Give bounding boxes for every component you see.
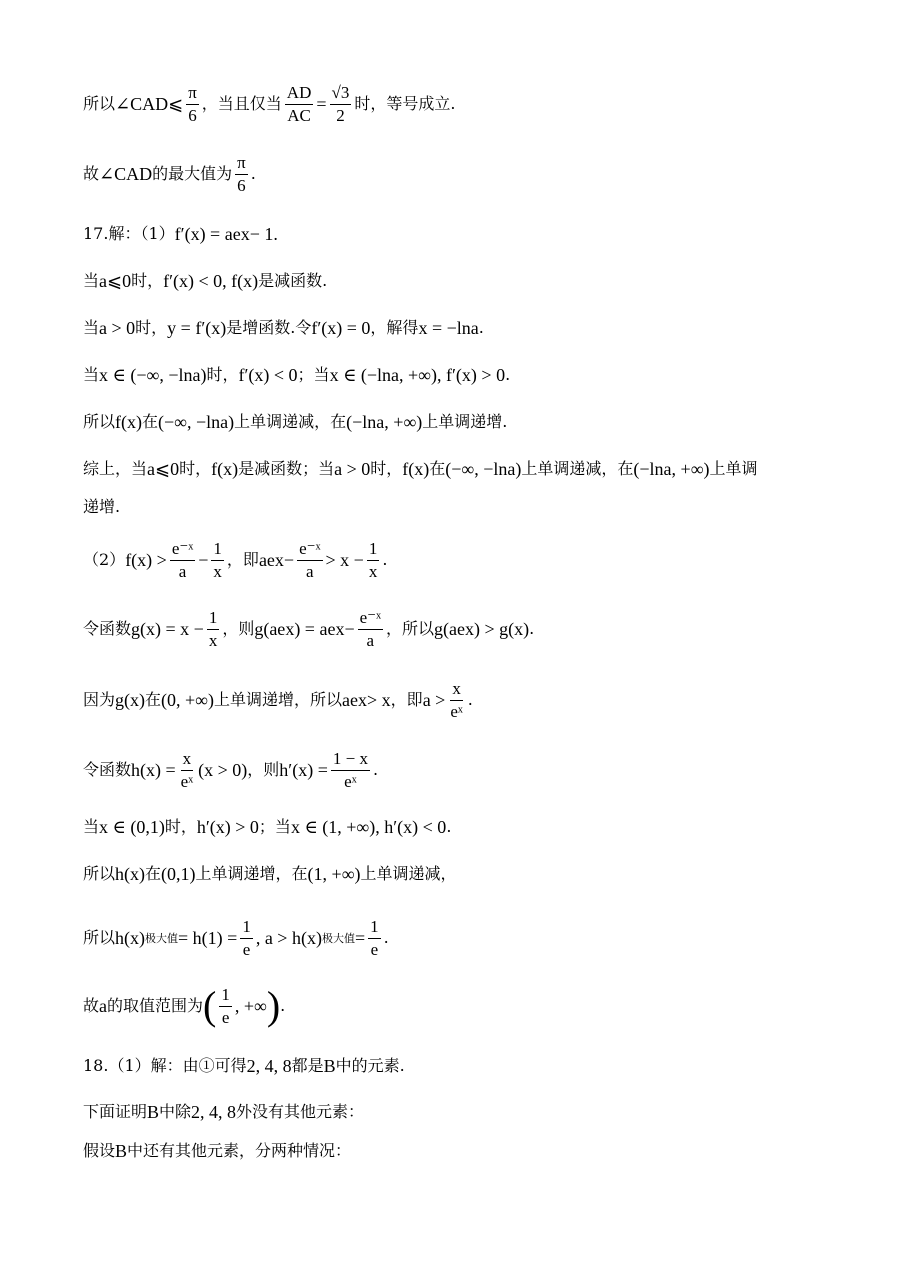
text: 的最大值为: [152, 164, 233, 184]
math: =: [316, 94, 327, 115]
line-define-g: [83, 609, 534, 650]
denominator: a: [366, 630, 375, 650]
subscript: 极大值: [321, 931, 355, 945]
math: h(x): [115, 864, 146, 884]
numerator: 1: [368, 918, 381, 939]
text: 时，等号成立.: [354, 94, 456, 114]
math: y = f′(x): [167, 318, 227, 338]
math: (−lna, +∞): [346, 412, 423, 432]
math: (0,1): [161, 864, 196, 884]
text: .: [505, 365, 511, 384]
text: 时，: [135, 318, 168, 337]
math: (1, +∞): [307, 864, 361, 884]
text: 当: [83, 318, 100, 337]
fraction: [170, 540, 195, 581]
fraction: [358, 609, 383, 650]
line-cad-maximum: [83, 154, 256, 195]
denominator: eˣ: [344, 771, 357, 791]
line-proof-statement: [83, 1103, 364, 1121]
text: .: [372, 760, 379, 780]
math: (−∞, −lna): [158, 412, 235, 432]
line-h-monotonicity: [83, 865, 457, 883]
fraction: [331, 750, 370, 791]
numerator: x: [181, 750, 194, 771]
superscript: x: [335, 619, 345, 640]
text: 在: [145, 864, 162, 883]
math: = h(1) =: [178, 928, 238, 949]
numerator: 1: [207, 609, 220, 630]
math: g(ae: [434, 619, 466, 640]
line-range-of-a: [83, 983, 286, 1029]
text: 是减函数.: [258, 271, 328, 290]
superscript: x: [465, 619, 475, 640]
numerator: 1: [219, 986, 232, 1007]
text: ，则: [222, 619, 255, 639]
text: 上单调递减，: [360, 864, 457, 883]
denominator: 6: [188, 105, 197, 125]
math: g(x): [115, 690, 146, 711]
math: (−∞, −lna): [445, 459, 522, 479]
denominator: 6: [237, 175, 246, 195]
line-summary: [83, 460, 758, 478]
text: 时，: [206, 365, 239, 384]
numerator: 1: [367, 540, 380, 561]
denominator: a: [178, 561, 187, 581]
math: ae: [258, 550, 275, 571]
math: a >: [422, 690, 446, 711]
text: 是增函数.令: [226, 318, 312, 337]
numerator: 1 − x: [331, 750, 370, 771]
denominator: a: [306, 561, 314, 581]
text: 当: [83, 817, 100, 836]
line-17-part1: [83, 225, 278, 243]
line-intervals-sign: [83, 366, 510, 384]
math: (−lna, +∞): [633, 459, 710, 479]
line-define-h: [83, 750, 378, 791]
denominator: 2: [336, 105, 345, 125]
math: f′(x) = 0: [311, 318, 371, 338]
denominator: e: [242, 939, 251, 959]
fraction: [211, 540, 224, 581]
text: 上单调递增，在: [195, 864, 308, 883]
math: f′(x) = ae: [174, 224, 241, 244]
text: 在: [145, 690, 162, 710]
math: a⩽0: [147, 459, 180, 479]
text: 外没有其他元素：: [236, 1102, 365, 1121]
text: 上单调递减，在: [234, 412, 347, 431]
math: g(x) = x −: [131, 619, 204, 640]
math: ) = ae: [294, 619, 336, 640]
math: B: [115, 1141, 128, 1161]
math: f(x) >: [125, 550, 167, 571]
text: 是减函数；当: [238, 459, 335, 478]
math: ) > g(x): [474, 619, 530, 640]
math: , a > h(x): [255, 928, 322, 949]
text: ，当且仅当: [201, 94, 282, 114]
text: 上单调: [709, 459, 758, 478]
line-h-sign: [83, 818, 451, 836]
numerator: e⁻ˣ: [297, 540, 322, 561]
math: ∠CAD⩽: [115, 94, 184, 115]
line-summary-continued: [83, 499, 120, 515]
math: x ∈ (1, +∞), h′(x) < 0: [290, 817, 447, 837]
line-17-part2: [83, 540, 387, 581]
fraction-sqrt3-over-2: [330, 84, 352, 125]
math: h(x): [115, 928, 146, 949]
text: 中的元素.: [335, 1056, 405, 1075]
math: a: [99, 996, 108, 1017]
math: (0, +∞): [161, 690, 215, 711]
text: 中还有其他元素，分两种情况：: [127, 1141, 352, 1160]
text: .: [478, 318, 484, 337]
left-paren: (: [203, 983, 217, 1029]
math: h′(x) =: [279, 760, 328, 781]
text: 故: [83, 996, 100, 1016]
text: 在: [142, 412, 159, 431]
text: ；当: [297, 365, 330, 384]
line-18-part1: [83, 1057, 405, 1075]
math: a > 0: [334, 459, 371, 479]
numerator: e⁻ˣ: [358, 609, 383, 630]
text: 递增.: [83, 497, 121, 516]
denominator: e: [221, 1007, 230, 1027]
line-g-increasing: [83, 680, 473, 721]
numerator: x: [450, 680, 463, 701]
text: ，即: [226, 550, 259, 570]
text: 故: [83, 164, 100, 184]
text: 的取值范围为: [107, 996, 204, 1016]
fraction-ad-over-ac: [285, 84, 314, 125]
text: 上单调递减，在: [521, 459, 634, 478]
line-cad-inequality: [83, 84, 455, 125]
text: 令函数: [83, 619, 132, 639]
numerator: π: [235, 154, 248, 175]
text: 当: [83, 365, 100, 384]
text: .: [529, 619, 535, 639]
text: 因为: [83, 690, 116, 710]
text: 17.解：（1）: [83, 224, 175, 243]
text: .: [467, 690, 473, 710]
text: 下面证明: [83, 1102, 148, 1121]
math: x ∈ (−lna, +∞), f′(x) > 0: [329, 365, 506, 385]
math: h(x) =: [131, 760, 176, 781]
math: ∠CAD: [99, 164, 153, 185]
text: ，解得: [370, 318, 419, 337]
fraction-pi-over-6: [186, 84, 199, 125]
math: B: [147, 1102, 160, 1122]
numerator: √3: [330, 84, 352, 105]
math: x ∈ (0,1): [99, 817, 165, 837]
right-paren: ): [266, 983, 281, 1029]
text: .: [280, 996, 286, 1016]
math: 2, 4, 8: [191, 1102, 237, 1122]
text: 都是: [291, 1056, 324, 1075]
math: x ∈ (−∞, −lna): [99, 365, 207, 385]
numerator: e⁻ˣ: [170, 540, 195, 561]
fraction: [367, 540, 380, 581]
text: 时，: [164, 817, 197, 836]
math: > x: [367, 690, 391, 711]
denominator: eˣ: [450, 701, 463, 721]
fraction: [368, 918, 381, 959]
math: g(ae: [254, 619, 286, 640]
math: f′(x) < 0, f(x): [163, 271, 259, 291]
fraction-pi-over-6: [235, 154, 248, 195]
superscript: x: [274, 550, 284, 571]
text: ，则: [247, 760, 280, 780]
math: f(x): [115, 412, 142, 432]
fraction: [219, 986, 232, 1027]
math: h′(x) > 0: [196, 817, 259, 837]
line-a-nonpositive: [83, 272, 327, 290]
text: ，即: [390, 690, 423, 710]
math: (x > 0): [198, 760, 248, 781]
text: 在: [429, 459, 446, 478]
numerator: π: [186, 84, 199, 105]
subscript: 极大值: [145, 931, 179, 945]
text: ；当: [258, 817, 291, 836]
line-assumption: [83, 1142, 351, 1160]
math: −: [283, 550, 295, 571]
math: f(x): [211, 459, 239, 479]
line-monotonicity: [83, 413, 507, 431]
math: − 1.: [249, 224, 278, 244]
math: f′(x) < 0: [238, 365, 298, 385]
text: 所以: [83, 412, 116, 431]
math: =: [354, 928, 366, 949]
math: a > 0: [99, 318, 136, 338]
fraction: [240, 918, 253, 959]
math: a⩽0: [99, 271, 132, 291]
denominator: x: [208, 630, 218, 650]
math: −: [198, 550, 209, 571]
text: 上单调递增，所以: [214, 690, 343, 710]
math: 2, 4, 8: [246, 1056, 292, 1076]
text: 所以: [83, 864, 116, 883]
fraction: [297, 540, 322, 581]
denominator: e: [370, 939, 379, 959]
superscript: x: [358, 690, 368, 711]
text: 所以: [83, 94, 116, 114]
numerator: 1: [211, 540, 224, 561]
text: .: [446, 817, 452, 836]
math: f(x): [402, 459, 430, 479]
text: .: [382, 550, 388, 570]
text: 假设: [83, 1141, 116, 1160]
denominator: x: [213, 561, 222, 581]
text: 时，: [131, 271, 164, 290]
denominator: AC: [287, 105, 311, 125]
denominator: x: [368, 561, 378, 581]
math: −: [344, 619, 355, 640]
math: B: [323, 1056, 336, 1076]
line-a-positive: [83, 319, 484, 337]
text: 18.（1）解：由①可得: [83, 1056, 247, 1075]
line-h-maximum: [83, 918, 389, 959]
fraction: [179, 750, 195, 791]
math: , +∞: [234, 996, 267, 1017]
math: x = −lna: [418, 318, 479, 338]
numerator: 1: [240, 918, 253, 939]
math: > x −: [325, 550, 364, 571]
text: 中除: [159, 1102, 192, 1121]
superscript: x: [240, 224, 250, 244]
text: ，所以: [386, 619, 435, 639]
text: 时，: [370, 459, 403, 478]
fraction: [207, 609, 220, 650]
text: 令函数: [83, 760, 132, 780]
text: .: [250, 164, 256, 184]
text: 综上，当: [83, 459, 148, 478]
text: 所以: [83, 928, 116, 948]
text: 当: [83, 271, 100, 290]
numerator: AD: [285, 84, 314, 105]
denominator: eˣ: [180, 771, 194, 791]
math: ae: [342, 690, 359, 711]
superscript: x: [285, 619, 295, 640]
fraction: [448, 680, 464, 721]
text: .: [383, 928, 389, 948]
text: （2）: [83, 550, 126, 570]
text: 时，: [179, 459, 212, 478]
text: 上单调递增.: [422, 412, 508, 431]
